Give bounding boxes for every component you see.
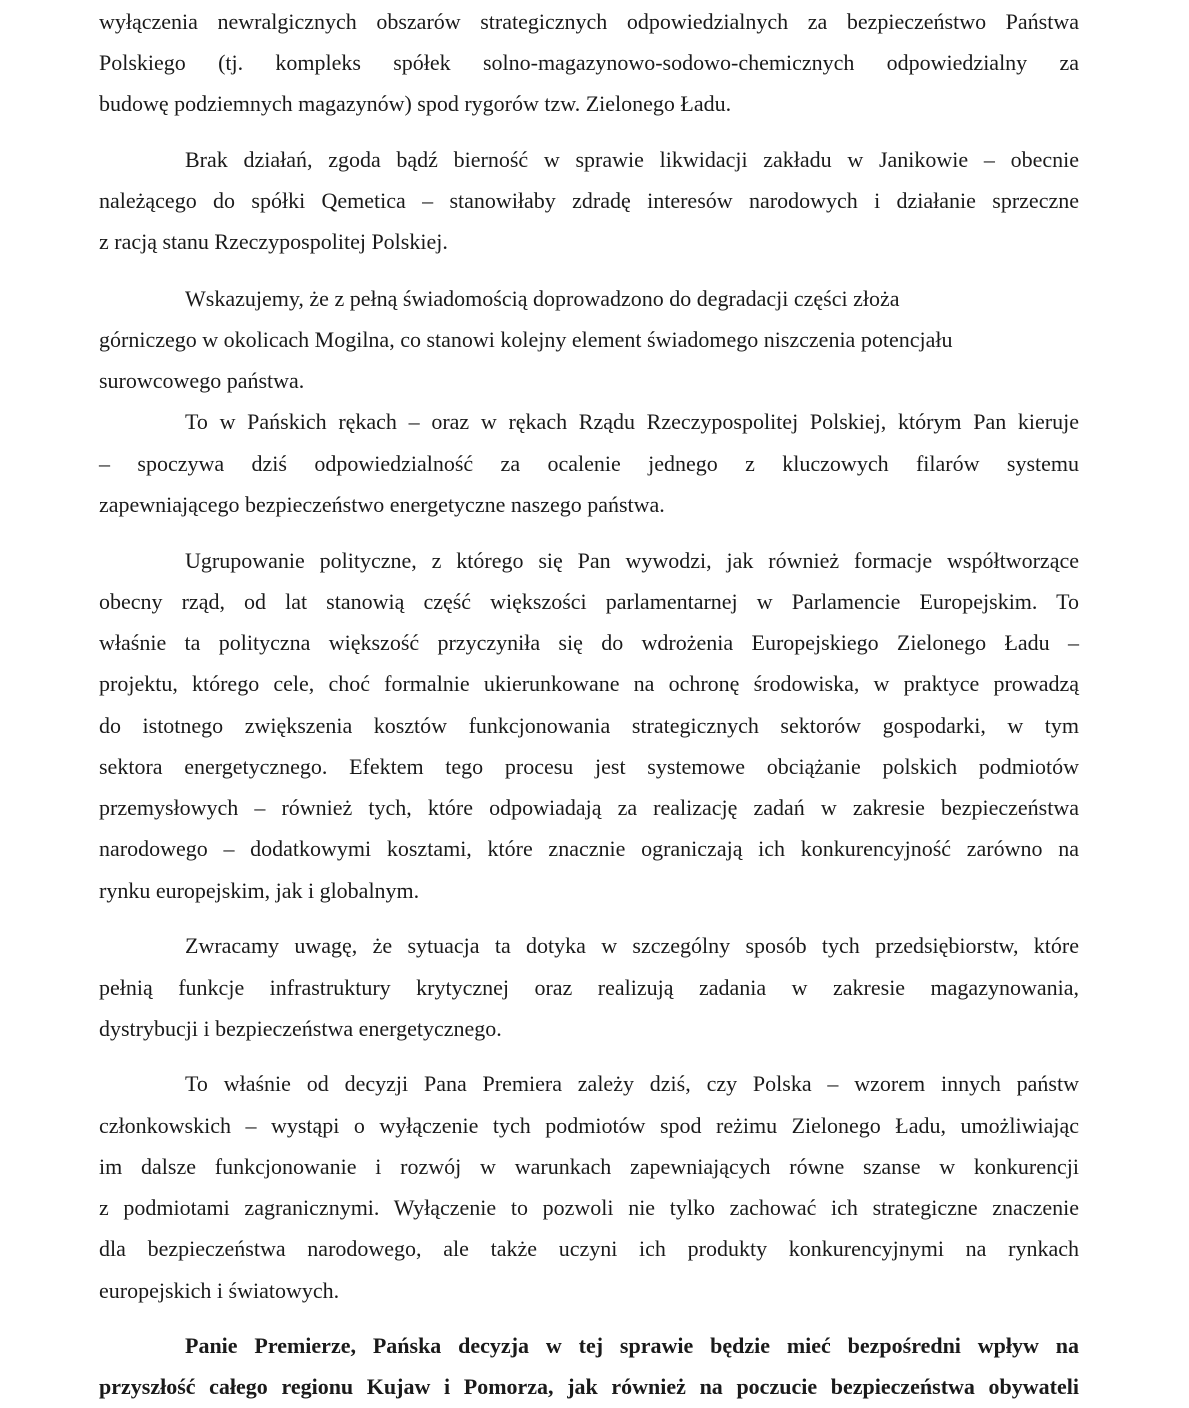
paragraph-4-line-3: projektu, którego cele, choć formalnie ukierunkowane na ochronę środowiska, w praktyce prowadzą <box>99 671 1079 696</box>
paragraph-0-line-1: Polskiego (tj. kompleks spółek solno-magazynowo-sodowo-chemicznych odpowiedzialny za <box>99 50 1079 75</box>
paragraph-5-line-2: dystrybucji i bezpieczeństwa energetycznego. <box>99 1016 502 1041</box>
paragraph-6-line-4: dla bezpieczeństwa narodowego, ale także uczyni ich produkty konkurencyjnymi na rynkach <box>99 1236 1079 1261</box>
paragraph-6-line-1: członkowskich – wystąpi o wyłączenie tych podmiotów spod reżimu Zielonego Ładu, umożliwiając <box>99 1113 1079 1138</box>
paragraph-4-line-7: narodowego – dodatkowymi kosztami, które znacznie ograniczają ich konkurencyjność zarówno na <box>99 836 1079 861</box>
paragraph-4-line-4: do istotnego zwiększenia kosztów funkcjonowania strategicznych sektorów gospodarki, w tym <box>99 713 1079 738</box>
paragraph-0-line-0: wyłączenia newralgicznych obszarów strategicznych odpowiedzialnych za bezpieczeństwo Państwa <box>99 9 1079 34</box>
paragraph-4-line-5: sektora energetycznego. Efektem tego procesu jest systemowe obciążanie polskich podmiotów <box>99 754 1079 779</box>
paragraph-5-line-0: Zwracamy uwagę, że sytuacja ta dotyka w szczególny sposób tych przedsiębiorstw, które <box>185 933 1079 958</box>
paragraph-2-line-0: Wskazujemy, że z pełną świadomością doprowadzono do degradacji części złoża <box>185 286 900 311</box>
paragraph-2-line-2: surowcowego państwa. <box>99 368 305 393</box>
paragraph-6-line-0: To właśnie od decyzji Pana Premiera zależy dziś, czy Polska – wzorem innych państw <box>185 1071 1079 1096</box>
paragraph-2-line-1: górniczego w okolicach Mogilna, co stanowi kolejny element świadomego niszczenia potencjału <box>99 327 953 352</box>
paragraph-4-line-2: właśnie ta polityczna większość przyczyniła się do wdrożenia Europejskiego Zielonego Ładu – <box>99 630 1079 655</box>
paragraph-1-line-2: z racją stanu Rzeczypospolitej Polskiej. <box>99 229 448 254</box>
paragraph-3-line-0: To w Pańskich rękach – oraz w rękach Rządu Rzeczypospolitej Polskiej, którym Pan kieruje <box>185 409 1079 434</box>
paragraph-4-line-0: Ugrupowanie polityczne, z którego się Pan wywodzi, jak również formacje współtworzące <box>185 548 1079 573</box>
paragraph-4-line-1: obecny rząd, od lat stanowią część większości parlamentarnej w Parlamencie Europejskim. To <box>99 589 1079 614</box>
paragraph-0-line-2: budowę podziemnych magazynów) spod rygorów tzw. Zielonego Ładu. <box>99 91 732 116</box>
paragraph-1-line-1: należącego do spółki Qemetica – stanowiłaby zdradę interesów narodowych i działanie sprzeczne <box>99 188 1079 213</box>
paragraph-6-line-3: z podmiotami zagranicznymi. Wyłączenie to pozwoli nie tylko zachować ich strategiczne znaczenie <box>99 1195 1079 1220</box>
paragraph-3-line-1: – spoczywa dziś odpowiedzialność za ocalenie jednego z kluczowych filarów systemu <box>99 451 1079 476</box>
paragraph-3-line-2: zapewniającego bezpieczeństwo energetyczne naszego państwa. <box>99 492 665 517</box>
paragraph-4-line-6: przemysłowych – również tych, które odpowiadają za realizację zadań w zakresie bezpieczeństwa <box>99 795 1079 820</box>
paragraph-4-line-8: rynku europejskim, jak i globalnym. <box>99 878 420 903</box>
paragraph-7-line-0: Panie Premierze, Pańska decyzja w tej sprawie będzie mieć bezpośredni wpływ na <box>185 1333 1079 1358</box>
paragraph-5-line-1: pełnią funkcje infrastruktury krytycznej oraz realizują zadania w zakresie magazynowania, <box>99 975 1079 1000</box>
paragraph-6-line-5: europejskich i światowych. <box>99 1278 340 1303</box>
paragraph-7-line-1: przyszłość całego regionu Kujaw i Pomorza, jak również na poczucie bezpieczeństwa obywateli <box>99 1374 1079 1399</box>
paragraph-6-line-2: im dalsze funkcjonowanie i rozwój w warunkach zapewniających równe szanse w konkurencji <box>99 1154 1079 1179</box>
paragraph-1-line-0: Brak działań, zgoda bądź bierność w sprawie likwidacji zakładu w Janikowie – obecnie <box>185 147 1079 172</box>
